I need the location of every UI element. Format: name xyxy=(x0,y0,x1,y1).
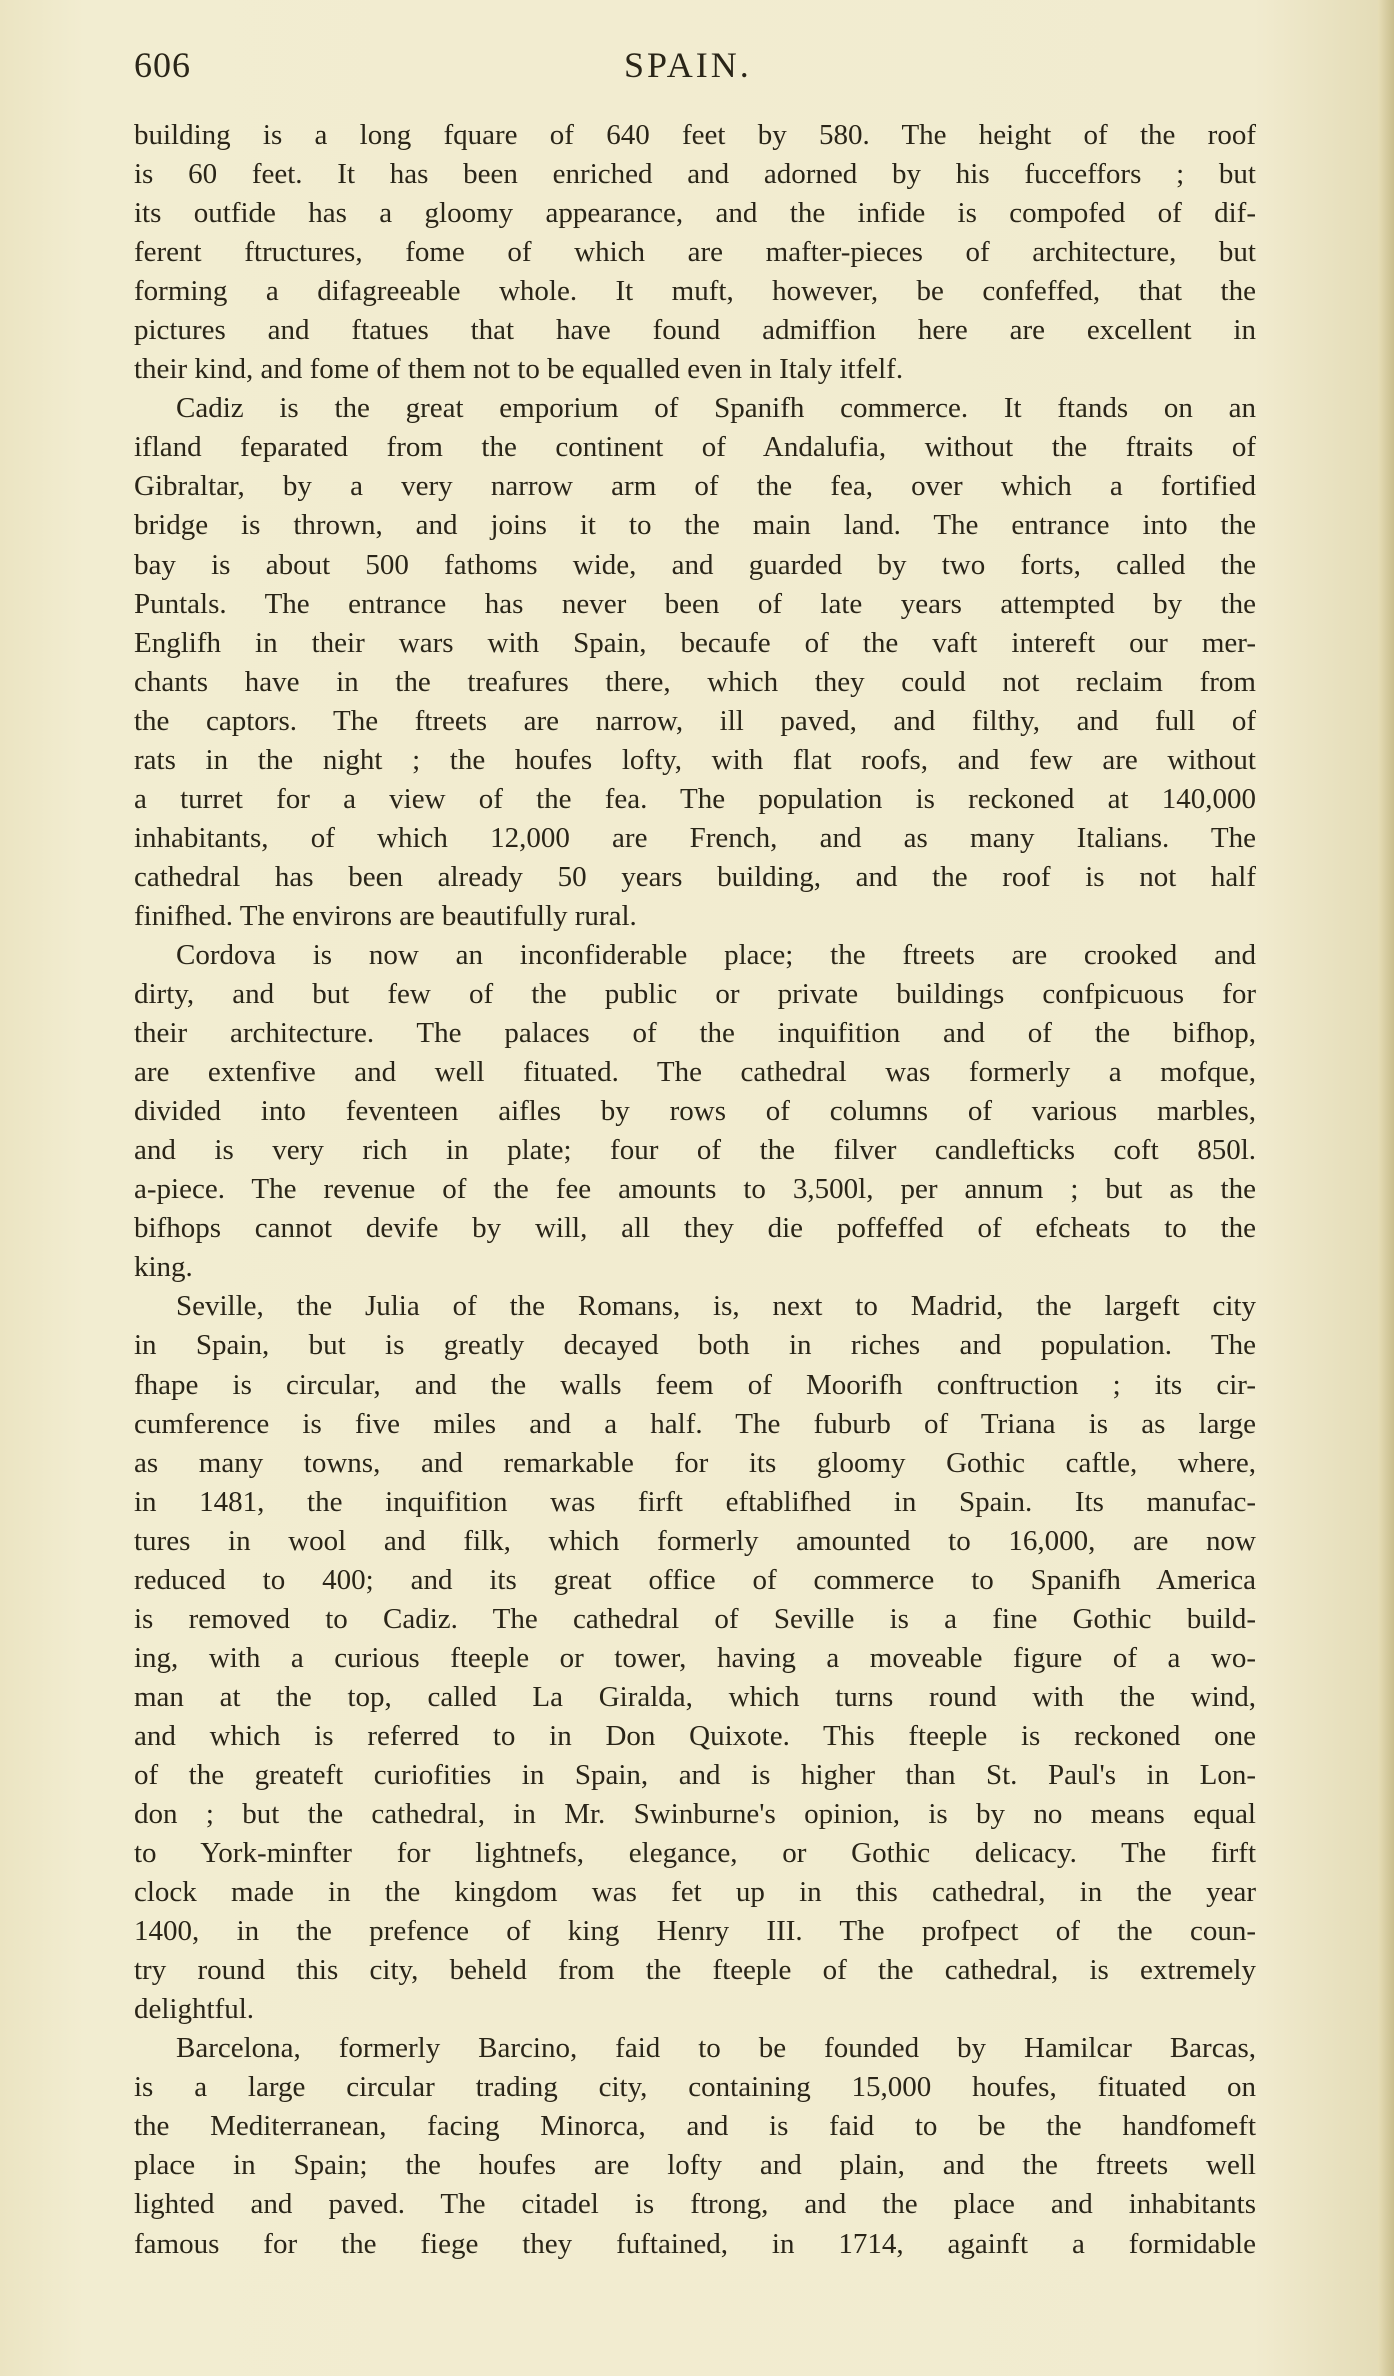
text-line: man at the top, called La Giralda, which turns round with the wind, xyxy=(134,1680,1256,1713)
text-line: finifhed. The environs are beautifully rural. xyxy=(134,899,637,932)
text-line: are extenfive and well fituated. The cathedral was formerly a mofque, xyxy=(134,1056,1256,1089)
running-head: SPAIN. xyxy=(624,45,752,85)
text-line: famous for the fiege they fuftained, in 1714, againft a formidable xyxy=(134,2227,1256,2260)
text-line: a turret for a view of the fea. The population is reckoned at 140,000 xyxy=(134,782,1256,815)
text-line: ing, with a curious fteeple or tower, having a moveable figure of a wo- xyxy=(134,1641,1256,1674)
text-line: the captors. The ftreets are narrow, ill paved, and filthy, and full of xyxy=(134,704,1256,737)
page-number: 606 xyxy=(134,45,191,85)
text-line: Seville, the Julia of the Romans, is, next to Madrid, the largeft city xyxy=(176,1290,1256,1323)
text-line: bifhops cannot devife by will, all they die poffeffed of efcheats to the xyxy=(134,1212,1256,1245)
text-line: place in Spain; the houfes are lofty and plain, and the ftreets well xyxy=(134,2149,1256,2182)
text-line: and which is referred to in Don Quixote. This fteeple is reckoned one xyxy=(134,1719,1256,1752)
text-line: its outfide has a gloomy appearance, and the infide is compofed of dif- xyxy=(134,197,1256,230)
text-line: lighted and paved. The citadel is ftrong, and the place and inhabitants xyxy=(134,2188,1256,2221)
text-line: delightful. xyxy=(134,1993,255,2026)
text-line: ferent ftructures, fome of which are mafter-pieces of architecture, but xyxy=(134,236,1256,269)
text-line: is 60 feet. It has been enriched and adorned by his fucceffors ; but xyxy=(134,158,1256,191)
text-line: and is very rich in plate; four of the filver candlefticks coft 850l. xyxy=(134,1134,1256,1167)
text-line: pictures and ftatues that have found admiffion here are excellent in xyxy=(134,314,1256,347)
text-line: Puntals. The entrance has never been of late years attempted by the xyxy=(134,587,1256,620)
text-line: 1400, in the prefence of king Henry III. The profpect of the coun- xyxy=(134,1915,1256,1948)
text-line: bridge is thrown, and joins it to the main land. The entrance into the xyxy=(134,509,1256,542)
text-line: rats in the night ; the houfes lofty, with flat roofs, and few are without xyxy=(134,743,1256,776)
text-line: of the greateft curiofities in Spain, and is higher than St. Paul's in Lon- xyxy=(134,1758,1256,1791)
text-line: dirty, and but few of the public or private buildings confpicuous for xyxy=(134,978,1256,1011)
text-line: forming a difagreeable whole. It muft, however, be confeffed, that the xyxy=(134,275,1256,308)
text-line: clock made in the kingdom was fet up in this cathedral, in the year xyxy=(134,1876,1256,1909)
text-line: a-piece. The revenue of the fee amounts to 3,500l, per annum ; but as the xyxy=(134,1173,1256,1206)
text-line: try round this city, beheld from the fteeple of the cathedral, is extremely xyxy=(134,1954,1256,1987)
text-line: is removed to Cadiz. The cathedral of Seville is a fine Gothic build- xyxy=(134,1602,1256,1635)
text-line: fhape is circular, and the walls feem of Moorifh conftruction ; its cir- xyxy=(134,1368,1256,1401)
text-line: ifland feparated from the continent of Andalufia, without the ftraits of xyxy=(134,431,1256,464)
text-line: inhabitants, of which 12,000 are French, and as many Italians. The xyxy=(134,821,1256,854)
text-line: in Spain, but is greatly decayed both in riches and population. The xyxy=(134,1329,1256,1362)
text-line: chants have in the treafures there, which they could not reclaim from xyxy=(134,665,1256,698)
text-line: in 1481, the inquifition was firft eftablifhed in Spain. Its manufac- xyxy=(134,1485,1256,1518)
text-line: divided into feventeen aifles by rows of columns of various marbles, xyxy=(134,1095,1256,1128)
text-line: don ; but the cathedral, in Mr. Swinburne's opinion, is by no means equal xyxy=(134,1798,1256,1831)
body-text xyxy=(134,116,1256,2264)
text-line: the Mediterranean, facing Minorca, and is faid to be the handfomeft xyxy=(134,2110,1256,2143)
text-line: is a large circular trading city, containing 15,000 houfes, fituated on xyxy=(134,2071,1256,2104)
text-line: their architecture. The palaces of the inquifition and of the bifhop, xyxy=(134,1017,1256,1050)
text-line: Cadiz is the great emporium of Spanifh commerce. It ftands on an xyxy=(176,392,1256,425)
text-line: cumference is five miles and a half. The fuburb of Triana is as large xyxy=(134,1407,1256,1440)
text-line: Barcelona, formerly Barcino, faid to be founded by Hamilcar Barcas, xyxy=(176,2032,1256,2065)
text-line: bay is about 500 fathoms wide, and guarded by two forts, called the xyxy=(134,548,1256,581)
page-header xyxy=(134,44,1260,94)
text-line: cathedral has been already 50 years building, and the roof is not half xyxy=(134,860,1256,893)
text-line: Englifh in their wars with Spain, becaufe of the vaft intereft our mer- xyxy=(134,626,1256,659)
text-line: as many towns, and remarkable for its gloomy Gothic caftle, where, xyxy=(134,1446,1256,1479)
text-line: tures in wool and filk, which formerly amounted to 16,000, are now xyxy=(134,1524,1256,1557)
text-line: reduced to 400; and its great office of commerce to Spanifh America xyxy=(134,1563,1256,1596)
text-line: their kind, and fome of them not to be equalled even in Italy itfelf. xyxy=(134,353,904,386)
text-line: Gibraltar, by a very narrow arm of the fea, over which a fortified xyxy=(134,470,1256,503)
page-gutter xyxy=(1378,0,1394,2376)
text-line: Cordova is now an inconfiderable place; the ftreets are crooked and xyxy=(176,938,1256,971)
text-line: building is a long fquare of 640 feet by 580. The height of the roof xyxy=(134,119,1256,151)
text-line: to York-minfter for lightnefs, elegance, or Gothic delicacy. The firft xyxy=(134,1837,1256,1870)
text-line: king. xyxy=(134,1251,193,1284)
